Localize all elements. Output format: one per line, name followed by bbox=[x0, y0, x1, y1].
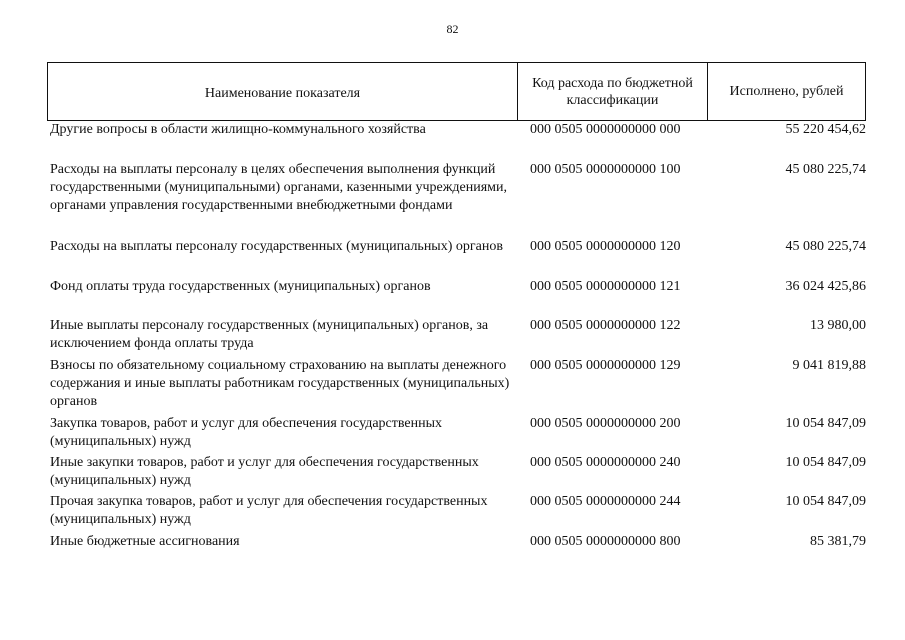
header-name-column: Наименование показателя bbox=[48, 63, 518, 120]
row-code: 000 0505 0000000000 244 bbox=[530, 494, 681, 509]
row-name: Расходы на выплаты персоналу государственных (муниципальных) органов bbox=[50, 239, 503, 254]
row-code: 000 0505 0000000000 121 bbox=[530, 279, 681, 294]
row-name: Иные выплаты персоналу государственных (муниципальных) органов, за исключением фонда оплаты труда bbox=[50, 318, 489, 351]
row-name: Фонд оплаты труда государственных (муниципальных) органов bbox=[50, 279, 431, 294]
row-amount: 10 054 847,09 bbox=[785, 416, 866, 431]
row-amount: 9 041 819,88 bbox=[792, 358, 866, 373]
row-amount: 85 381,79 bbox=[810, 534, 866, 549]
row-amount: 45 080 225,74 bbox=[785, 162, 866, 177]
row-amount: 45 080 225,74 bbox=[785, 239, 866, 254]
row-name: Закупка товаров, работ и услуг для обеспечения государственных (муниципальных) нужд bbox=[50, 416, 443, 449]
row-name: Другие вопросы в области жилищно-коммунального хозяйства bbox=[50, 122, 426, 137]
row-code: 000 0505 0000000000 129 bbox=[530, 358, 681, 373]
row-amount: 55 220 454,62 bbox=[785, 122, 866, 137]
row-name: Иные закупки товаров, работ и услуг для обеспечения государственных (муниципальных) нужд bbox=[50, 455, 479, 488]
row-name: Иные бюджетные ассигнования bbox=[50, 534, 240, 549]
row-code: 000 0505 0000000000 122 bbox=[530, 318, 681, 333]
header-code-line1: Код расхода по бюджетной bbox=[532, 75, 693, 91]
row-code: 000 0505 0000000000 100 bbox=[530, 162, 681, 177]
row-name: Расходы на выплаты персоналу в целях обеспечения выполнения функций государственными (муниципальными) органами, казенными учреждениями, органами управления государственными внебюджетными фондами bbox=[50, 162, 507, 213]
row-code: 000 0505 0000000000 800 bbox=[530, 534, 681, 549]
row-amount: 10 054 847,09 bbox=[785, 494, 866, 509]
row-amount: 10 054 847,09 bbox=[785, 455, 866, 470]
row-code: 000 0505 0000000000 240 bbox=[530, 455, 681, 470]
row-amount: 36 024 425,86 bbox=[785, 279, 866, 294]
row-amount: 13 980,00 bbox=[810, 318, 866, 333]
row-code: 000 0505 0000000000 120 bbox=[530, 239, 681, 254]
table-header bbox=[47, 62, 866, 121]
page-number: 82 bbox=[446, 22, 459, 36]
row-code: 000 0505 0000000000 000 bbox=[530, 122, 681, 137]
row-name: Взносы по обязательному социальному страхованию на выплаты денежного содержания и иные выплаты работникам государственных (муниципальных) органов bbox=[50, 358, 510, 409]
row-code: 000 0505 0000000000 200 bbox=[530, 416, 681, 431]
row-name: Прочая закупка товаров, работ и услуг для обеспечения государственных (муниципальных) нужд bbox=[50, 494, 488, 527]
header-amount-column: Исполнено, рублей bbox=[729, 84, 844, 99]
header-code-line2: классификации bbox=[566, 92, 659, 108]
header-code-column bbox=[518, 63, 708, 120]
